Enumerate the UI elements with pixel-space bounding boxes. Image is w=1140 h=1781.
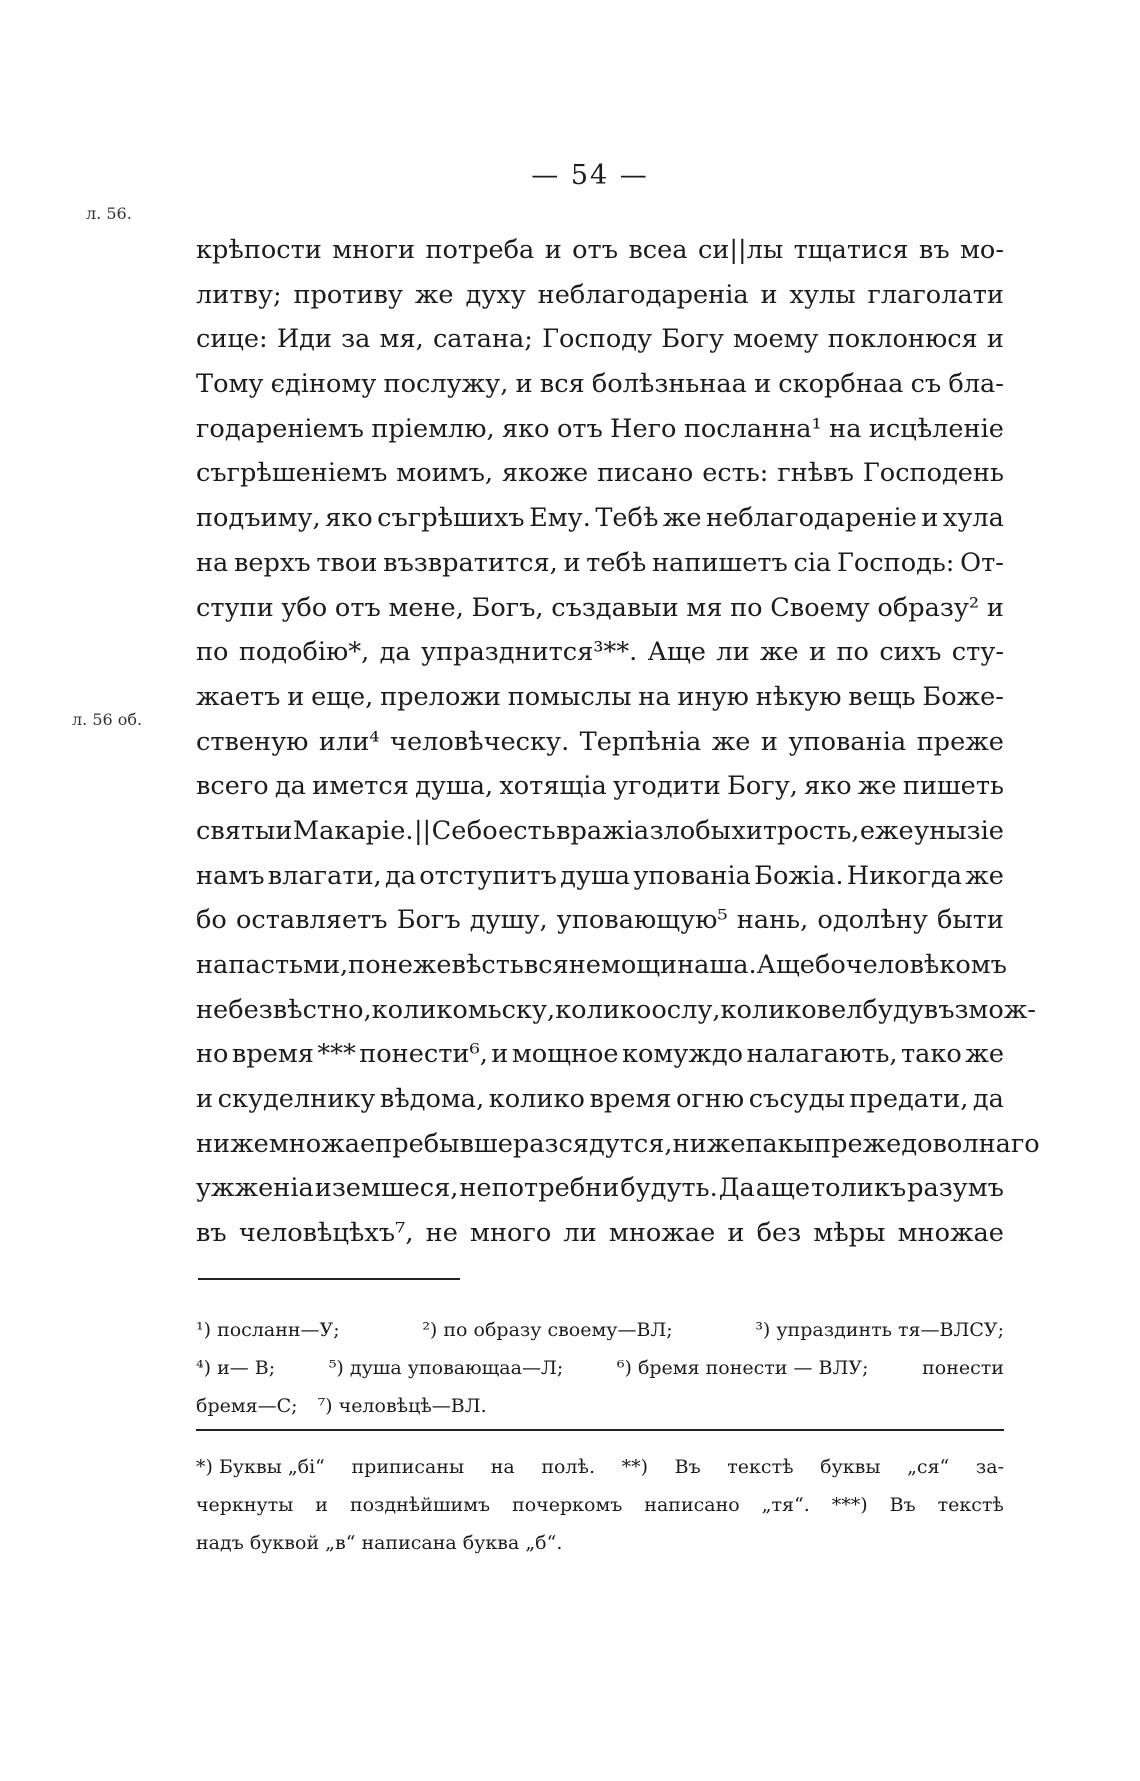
word: вражіа	[556, 815, 650, 846]
word: за	[341, 324, 371, 355]
word: ¹) посланн—У;	[196, 1319, 340, 1341]
word: святыи	[196, 815, 293, 846]
word: всего	[196, 771, 269, 802]
word: безвѣстно,	[228, 994, 372, 1025]
word: тебѣ	[586, 547, 647, 578]
word: съсуды	[748, 1084, 845, 1115]
word: сіа	[793, 547, 832, 578]
word: Се	[431, 815, 467, 846]
word: ужженіа	[196, 1173, 314, 1204]
word: исцѣленіе	[868, 413, 1004, 444]
word: моимъ,	[396, 458, 493, 489]
word: и	[986, 324, 1004, 355]
word: хотящіа	[499, 771, 607, 802]
word: мо-	[960, 235, 1004, 265]
word: душу,	[469, 905, 548, 936]
word: еще,	[311, 681, 374, 712]
word: бо	[466, 815, 498, 846]
word: вся	[539, 369, 585, 400]
word: Своему	[770, 592, 870, 623]
word: душа	[560, 860, 630, 891]
word: гнѣвъ	[777, 458, 854, 489]
word: и	[563, 547, 581, 578]
word: же	[662, 503, 702, 534]
text-line	[196, 496, 1004, 541]
word: глаголати	[867, 279, 1004, 310]
word: нань,	[736, 905, 809, 936]
word: ⁴) и— В;	[196, 1357, 276, 1379]
word: сатана;	[432, 324, 533, 355]
word: и	[760, 726, 778, 757]
word: ⁷) человѣцѣ—ВЛ.	[317, 1395, 487, 1417]
margin-note-folio-56-verso: л. 56 об.	[72, 710, 143, 729]
text-line	[196, 943, 1007, 988]
word: разсядутся,	[512, 1128, 673, 1159]
word: черкнуты	[196, 1494, 294, 1516]
word: тщатися	[793, 235, 909, 265]
word: же	[760, 637, 799, 668]
word: Господень	[862, 458, 1004, 489]
word: „тя“.	[761, 1494, 810, 1516]
word: и	[315, 1494, 328, 1516]
word: якоже	[501, 458, 589, 489]
word: есть:	[702, 458, 769, 489]
word: имется	[312, 771, 409, 802]
word: бо	[814, 950, 846, 980]
word: Да	[718, 1173, 755, 1204]
text-line	[196, 586, 1004, 631]
word: ||	[413, 815, 432, 846]
editorial-notes	[196, 1448, 1004, 1562]
word: текстѣ	[727, 1456, 794, 1478]
word: Въ	[674, 1456, 701, 1478]
word: моему	[733, 324, 819, 355]
word: комуждо	[622, 1039, 744, 1070]
word: Макаріе.	[292, 815, 414, 846]
word: быти	[936, 905, 1004, 936]
word: разумъ	[907, 1173, 1004, 1204]
word: по	[196, 637, 229, 668]
word: будуть.	[620, 1173, 718, 1204]
word: мьску,	[467, 994, 556, 1025]
note-line	[196, 1524, 1004, 1562]
word: литву;	[196, 279, 282, 310]
word: злобы	[649, 815, 731, 846]
word: на	[196, 547, 229, 578]
word: От-	[960, 547, 1004, 578]
word: оставляетъ	[235, 905, 388, 936]
word: вещь	[848, 681, 916, 712]
word: налагають,	[746, 1039, 898, 1070]
word: позднѣйшимъ	[349, 1494, 491, 1516]
word: колико	[720, 994, 817, 1025]
note-line	[196, 1486, 1004, 1524]
word: Боже-	[922, 681, 1004, 712]
word: по	[730, 592, 763, 623]
word: предати,	[849, 1084, 969, 1115]
word: не	[196, 994, 229, 1025]
footnote-line	[196, 1349, 1004, 1387]
word: пишеть	[902, 771, 1004, 802]
word: всеа	[628, 235, 688, 265]
text-line	[196, 764, 1004, 809]
word: понести	[922, 1357, 1004, 1379]
word: одолѣну	[817, 905, 928, 936]
footnote-line	[196, 1387, 1004, 1425]
word: и	[921, 503, 939, 534]
word: угодити	[612, 771, 721, 802]
text-line	[196, 630, 1004, 675]
word: жаетъ	[196, 681, 281, 712]
word: хитрость,	[731, 815, 860, 846]
word: и	[515, 369, 533, 400]
word: Ему.	[529, 503, 591, 534]
word: да	[274, 771, 306, 802]
text-line	[196, 273, 1004, 318]
text-line	[196, 675, 1004, 720]
word: хулы	[789, 279, 856, 310]
word: нѣкую	[755, 681, 842, 712]
word: мощное	[511, 1039, 619, 1070]
word: Аще	[647, 637, 706, 668]
word: и	[196, 1084, 214, 1115]
word: вѣсть	[451, 950, 524, 980]
word: ли	[563, 1218, 597, 1249]
word: человѣкомъ	[845, 950, 1007, 980]
word: твои	[316, 547, 378, 578]
word: въ	[196, 1218, 227, 1249]
word: же	[711, 726, 751, 757]
word: яко	[804, 771, 852, 802]
word: буквы	[820, 1456, 881, 1478]
word: съгрѣшихъ	[377, 503, 525, 534]
word: и	[287, 681, 305, 712]
word: есть	[498, 815, 556, 846]
word: текстѣ	[937, 1494, 1004, 1516]
text-line	[196, 228, 1004, 273]
word: неблагодареніа	[537, 279, 749, 310]
word: създавыи	[551, 592, 679, 623]
word: мене,	[388, 592, 464, 623]
text-line	[196, 407, 1004, 452]
text-line	[196, 854, 1004, 899]
word: посланна¹	[683, 413, 822, 444]
word: крѣпости	[196, 235, 322, 265]
word: надъ буквой „в“ написана буква „б“.	[196, 1532, 563, 1554]
word: время	[589, 1084, 672, 1115]
word: многи	[332, 235, 416, 265]
word: понести⁶,	[359, 1039, 488, 1070]
word: упованіа	[633, 860, 751, 891]
word: Въ	[889, 1494, 916, 1516]
word: и	[544, 235, 562, 265]
word: пакы	[745, 1128, 815, 1159]
word: непотребни	[459, 1173, 620, 1204]
word: Тому	[196, 369, 264, 400]
word: вся	[523, 950, 569, 980]
word: ниже	[196, 1128, 269, 1159]
word: „ся“	[907, 1456, 950, 1478]
word: хула	[942, 503, 1004, 534]
word: толикъ	[810, 1173, 907, 1204]
word: иземшеся,	[314, 1173, 459, 1204]
word: ²) по образу своему—ВЛ;	[422, 1319, 673, 1341]
word: тако	[901, 1039, 962, 1070]
text-line	[196, 898, 1004, 943]
word: пребывше	[375, 1128, 513, 1159]
word: Него	[610, 413, 677, 444]
word: ступи	[196, 592, 274, 623]
word: Богу,	[727, 771, 798, 802]
word: въ	[918, 235, 950, 265]
word: и	[491, 1039, 509, 1070]
word: человѣческу.	[390, 726, 570, 757]
word: напастьми,	[196, 950, 349, 980]
word: духу	[465, 279, 526, 310]
text-line	[196, 317, 1004, 362]
text-line	[196, 1032, 1004, 1077]
word: упразднится³**.	[421, 637, 638, 668]
word: си||лы	[697, 235, 784, 265]
word: много	[470, 1218, 552, 1249]
word: Тебѣ	[595, 503, 659, 534]
text-line	[196, 362, 1004, 407]
word: аще	[755, 1173, 810, 1204]
word: же	[414, 279, 454, 310]
word: да	[384, 860, 416, 891]
word: отъ	[334, 592, 381, 623]
word: же	[965, 1039, 1004, 1070]
word: на	[638, 681, 671, 712]
word: и	[986, 592, 1004, 623]
word: годареніемъ	[196, 413, 364, 444]
word: єдіному	[270, 369, 377, 400]
word: мѣры	[813, 1218, 886, 1249]
word: ли	[716, 637, 750, 668]
word: съ	[910, 369, 942, 400]
word: колико	[371, 994, 468, 1025]
word: колико	[555, 994, 652, 1025]
note-line	[196, 1448, 1004, 1486]
word: ⁶) бремя понести — ВЛУ;	[616, 1357, 869, 1379]
footnote-separator	[198, 1278, 460, 1280]
word: множае	[608, 1218, 716, 1249]
word: пріемлю,	[371, 413, 495, 444]
word: сихъ	[879, 637, 942, 668]
word: съгрѣшеніемъ	[196, 458, 388, 489]
word: да	[379, 637, 411, 668]
text-line	[196, 1166, 1004, 1211]
word: человѣцѣхъ⁷,	[238, 1218, 414, 1249]
margin-note-folio-56: л. 56.	[86, 204, 132, 223]
word: отступитъ	[419, 860, 557, 891]
word: же	[965, 860, 1004, 891]
word: ⁵) душа уповающаа—Л;	[328, 1357, 564, 1379]
word: отъ	[572, 235, 618, 265]
word: написано	[644, 1494, 740, 1516]
word: сту-	[951, 637, 1004, 668]
word: на	[490, 1456, 515, 1478]
text-line	[196, 720, 1004, 765]
word: ³) упраздинть тя—ВЛСУ;	[755, 1319, 1004, 1341]
word: приписаны	[351, 1456, 465, 1478]
text-line	[196, 1211, 1004, 1256]
word: болѣзньнаа	[591, 369, 747, 400]
word: иную	[677, 681, 749, 712]
word: убо	[281, 592, 328, 623]
word: намъ	[196, 860, 265, 891]
word: преложи	[380, 681, 501, 712]
word: образу²	[877, 592, 980, 623]
word: еже	[859, 815, 914, 846]
word: *) Буквы „бі“	[196, 1456, 325, 1478]
word: подобію*,	[238, 637, 370, 668]
word: доволнаго	[901, 1128, 1040, 1159]
word: Никогда	[846, 860, 962, 891]
word: за-	[975, 1456, 1004, 1478]
word: же	[857, 771, 897, 802]
word: Богу	[661, 324, 724, 355]
footnote-line	[196, 1311, 1004, 1349]
word: ослу,	[651, 994, 721, 1025]
word: преже	[814, 1128, 902, 1159]
word: преже	[916, 726, 1004, 757]
word: множае	[897, 1218, 1004, 1249]
word: и	[754, 369, 772, 400]
word: душа,	[415, 771, 494, 802]
word: отъ	[556, 413, 603, 444]
word: вѣдома,	[379, 1084, 485, 1115]
word: послужу,	[383, 369, 509, 400]
word: възвратится,	[383, 547, 558, 578]
word: Господу	[542, 324, 653, 355]
word: поклонюся	[827, 324, 978, 355]
word: писано	[597, 458, 694, 489]
word: яко	[502, 413, 550, 444]
word: и	[727, 1218, 745, 1249]
word: Господь:	[836, 547, 955, 578]
word: по	[836, 637, 869, 668]
word: ственую	[196, 726, 309, 757]
word: без	[756, 1218, 802, 1249]
word: время	[231, 1039, 314, 1070]
word: полѣ.	[541, 1456, 595, 1478]
word: и	[809, 637, 827, 668]
word: почеркомъ	[512, 1494, 623, 1516]
word: Божіа.	[754, 860, 844, 891]
word: потреба	[425, 235, 535, 265]
word: скорбнаа	[778, 369, 904, 400]
word: подъиму,	[196, 503, 321, 534]
word: понеже	[348, 950, 452, 980]
word: сице:	[196, 324, 268, 355]
word: не	[425, 1218, 458, 1249]
text-line	[196, 1077, 1004, 1122]
word: мя	[686, 592, 723, 623]
word: колико	[488, 1084, 585, 1115]
text-line	[196, 451, 1004, 496]
word: Аще	[756, 950, 815, 980]
text-line	[196, 809, 1004, 854]
word: множае	[268, 1128, 376, 1159]
word: помыслы	[507, 681, 632, 712]
word: на	[829, 413, 862, 444]
word: ***	[317, 1039, 356, 1070]
word: Богъ	[396, 905, 461, 936]
word: Богъ,	[471, 592, 544, 623]
word: противу	[293, 279, 403, 310]
text-line	[196, 1122, 1040, 1167]
word: Терпѣніа	[579, 726, 702, 757]
word: наша.	[677, 950, 757, 980]
text-line	[196, 541, 1004, 586]
word: бо	[196, 905, 227, 936]
word: верхъ	[234, 547, 311, 578]
word: бремя—С;	[196, 1395, 298, 1417]
word: яко	[325, 503, 373, 534]
variant-footnotes	[196, 1311, 1004, 1425]
word: немощи	[568, 950, 678, 980]
text-line	[196, 988, 1036, 1033]
word: неблагодареніе	[706, 503, 917, 534]
word: но	[196, 1039, 229, 1070]
word: скуделнику	[217, 1084, 376, 1115]
word: напишетъ	[652, 547, 788, 578]
word: да	[972, 1084, 1004, 1115]
word: **)	[621, 1456, 649, 1478]
word: влагати,	[267, 860, 382, 891]
word: и	[760, 279, 778, 310]
word: възмож-	[923, 994, 1036, 1025]
word: мя,	[379, 324, 424, 355]
word: Иди	[276, 324, 332, 355]
word: ниже	[672, 1128, 746, 1159]
main-text	[196, 228, 1040, 1256]
word: бла-	[948, 369, 1004, 400]
word: огню	[675, 1084, 745, 1115]
word: или⁴	[318, 726, 380, 757]
word: велбуду	[816, 994, 924, 1025]
word: унызіе	[914, 815, 1004, 846]
notes-separator	[196, 1429, 1004, 1431]
page-number: — 54 —	[531, 160, 649, 191]
word: упованіа	[788, 726, 907, 757]
word: уповающую⁵	[556, 905, 728, 936]
word: ***)	[831, 1494, 868, 1516]
